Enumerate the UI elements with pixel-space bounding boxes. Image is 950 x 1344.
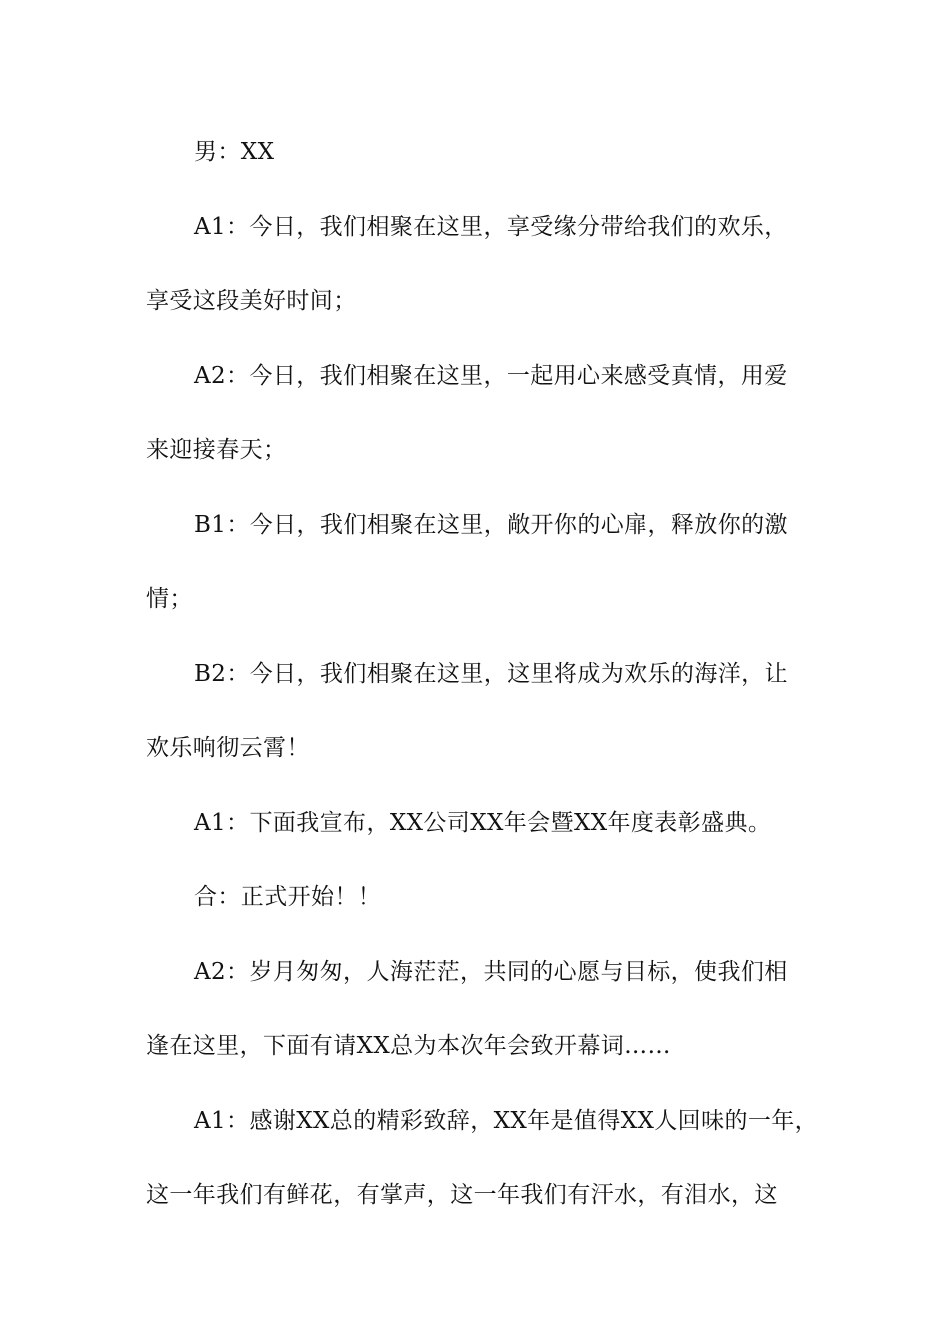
paragraph-a2-opening-line-1: A2：岁月匆匆，人海茫茫，共同的心愿与目标，使我们相 <box>194 959 788 985</box>
paragraph-together: 合：正式开始！！ <box>194 884 382 910</box>
paragraph-a2-opening-line-2: 逢在这里，下面有请XX总为本次年会致开幕词…… <box>146 1033 671 1059</box>
paragraph-a1-thanks-line-1: A1：感谢XX总的精彩致辞，XX年是值得XX人回味的一年， <box>194 1108 819 1134</box>
paragraph-a2-line-2: 来迎接春天； <box>146 437 287 463</box>
paragraph-a1-thanks-line-2: 这一年我们有鲜花，有掌声，这一年我们有汗水，有泪水，这 <box>146 1182 778 1208</box>
paragraph-a1-line-2: 享受这段美好时间； <box>146 288 357 314</box>
paragraph-b2-line-1: B2：今日，我们相聚在这里，这里将成为欢乐的海洋，让 <box>194 661 788 687</box>
paragraph-b1-line-2: 情； <box>146 586 193 612</box>
paragraph-a2-line-1: A2：今日，我们相聚在这里，一起用心来感受真情，用爱 <box>194 363 788 389</box>
paragraph-a1-announcement: A1：下面我宣布，XX公司XX年会暨XX年度表彰盛典。 <box>194 810 772 836</box>
paragraph-male-host: 男：XX <box>194 139 275 165</box>
paragraph-b1-line-1: B1：今日，我们相聚在这里，敞开你的心扉，释放你的激 <box>194 512 788 538</box>
paragraph-a1-line-1: A1：今日，我们相聚在这里，享受缘分带给我们的欢乐， <box>194 214 788 240</box>
paragraph-b2-line-2: 欢乐响彻云霄！ <box>146 735 310 761</box>
